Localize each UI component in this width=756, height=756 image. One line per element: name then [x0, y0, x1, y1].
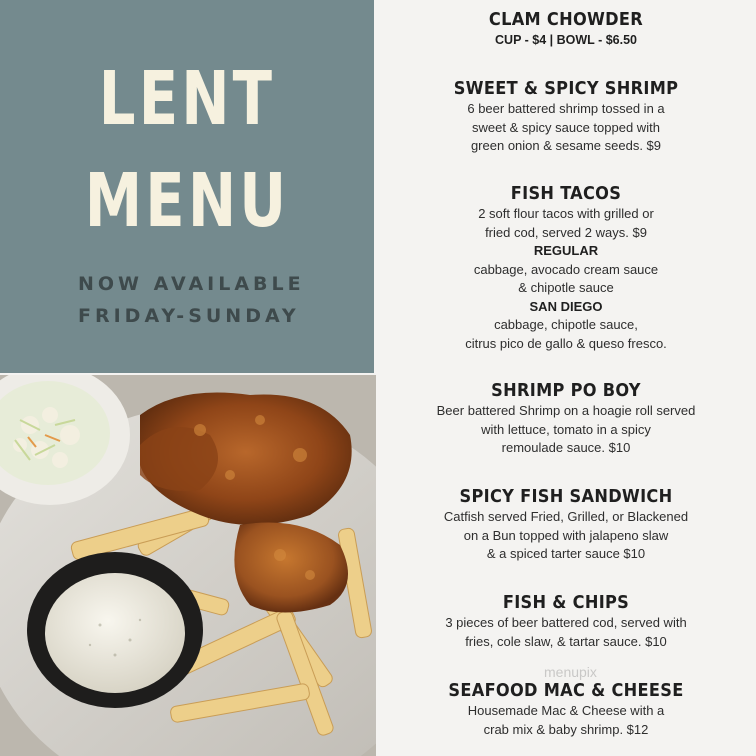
menu-title-line-2: MENU [84, 158, 290, 244]
item-desc-line: 6 beer battered shrimp tossed in a [467, 101, 665, 116]
menu-item-sweet-spicy-shrimp [376, 78, 756, 156]
food-photo [0, 375, 376, 756]
item-desc-line: 3 pieces of beer battered cod, served with [445, 615, 687, 630]
item-desc-line: & a spiced tarter sauce $10 [486, 546, 646, 561]
menu-item-shrimp-po-boy [376, 380, 756, 458]
item-desc-line: cabbage, avocado cream sauce [473, 261, 659, 277]
item-price: CUP - $4 | BOWL - $6.50 [495, 33, 637, 47]
item-name: SEAFOOD MAC & CHEESE [448, 680, 684, 701]
availability-line-1: NOW AVAILABLE [78, 273, 305, 295]
menu-item-fish-chips [376, 592, 756, 651]
item-desc-line: Catfish served Fried, Grilled, or Blackened [443, 509, 689, 524]
watermark: menupix [544, 664, 597, 680]
item-desc-line: remoulade sauce. $10 [501, 440, 631, 455]
menu-title-line-1: LENT [98, 56, 276, 142]
title-panel [0, 0, 374, 373]
fish-and-chips-illustration [0, 375, 376, 756]
item-desc-line: crab mix & baby shrimp. $12 [483, 721, 649, 737]
item-desc-line: Housemade Mac & Cheese with a [467, 703, 665, 718]
item-desc-line: citrus pico de gallo & queso fresco. [465, 335, 667, 351]
menu-item-fish-tacos [376, 183, 756, 353]
item-desc-line: with lettuce, tomato in a spicy [481, 421, 651, 437]
menu-item-clam-chowder [376, 9, 756, 49]
item-desc-line: green onion & sesame seeds. $9 [470, 138, 662, 153]
item-variant-label: SAN DIEGO [529, 298, 603, 314]
item-desc-line: 2 soft flour tacos with grilled or [478, 206, 654, 221]
item-desc-line: cabbage, chipotle sauce, [494, 317, 638, 332]
item-variant-label: REGULAR [533, 243, 599, 258]
item-desc-line: fries, cole slaw, & tartar sauce. $10 [465, 633, 667, 649]
menu-item-seafood-mac-cheese [376, 680, 756, 739]
item-desc-line: Beer battered Shrimp on a hoagie roll served [436, 403, 696, 418]
item-desc-line: on a Bun topped with jalapeno slaw [463, 527, 669, 543]
item-desc-line: & chipotle sauce [518, 280, 614, 295]
item-name: SHRIMP PO BOY [491, 380, 641, 401]
item-name: SWEET & SPICY SHRIMP [453, 78, 679, 99]
availability-line-2: FRIDAY-SUNDAY [78, 305, 300, 327]
item-name: SPICY FISH SANDWICH [459, 486, 673, 507]
item-desc-line: sweet & spicy sauce topped with [472, 119, 660, 135]
item-name: FISH TACOS [510, 183, 622, 204]
item-name: FISH & CHIPS [502, 592, 630, 613]
menu-panel [376, 0, 756, 756]
item-name: CLAM CHOWDER [488, 9, 644, 30]
menu-item-spicy-fish-sandwich [376, 486, 756, 564]
item-desc-line: fried cod, served 2 ways. $9 [485, 224, 647, 240]
